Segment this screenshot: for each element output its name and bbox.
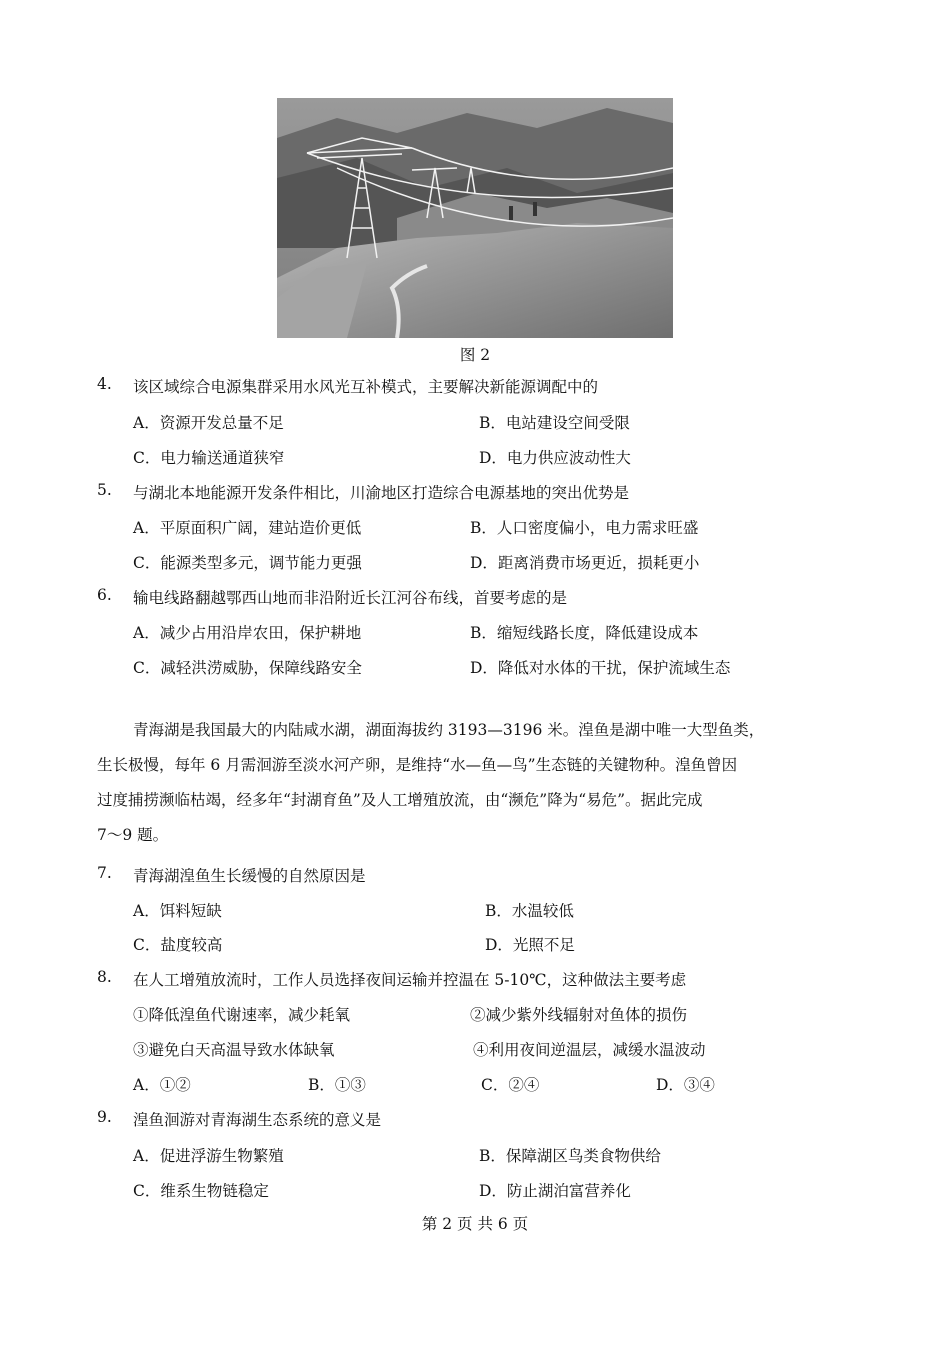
option-c: C．电力输送通道狭窄 — [133, 449, 285, 467]
question-text: 湟鱼洄游对青海湖生态系统的意义是 — [133, 1111, 382, 1129]
question-text: 该区域综合电源集群采用水风光互补模式，主要解决新能源调配中的 — [133, 378, 599, 396]
option-d: D．电力供应波动性大 — [479, 449, 631, 467]
option-c: C．减轻洪涝威胁，保障线路安全 — [133, 659, 362, 677]
option-d: D．光照不足 — [485, 936, 575, 954]
figure-caption: 图 2 — [459, 346, 491, 364]
statement-1: ①降低湟鱼代谢速率，减少耗氧 — [133, 1006, 351, 1024]
option-a: A．①② — [133, 1076, 191, 1094]
option-c: C．维系生物链稳定 — [133, 1182, 269, 1200]
question-text: 与湖北本地能源开发条件相比，川渝地区打造综合电源基地的突出优势是 — [133, 484, 630, 502]
option-a: A．平原面积广阔，建站造价更低 — [133, 519, 362, 537]
question-number: 6. — [97, 586, 112, 604]
figure-2-photo — [277, 98, 673, 338]
question-number: 5. — [97, 481, 112, 499]
statement-2: ②减少紫外线辐射对鱼体的损伤 — [470, 1006, 688, 1024]
option-a: A．饵料短缺 — [133, 902, 222, 920]
option-c: C．盐度较高 — [133, 936, 223, 954]
option-a: A．促进浮游生物繁殖 — [133, 1147, 284, 1165]
question-number: 9. — [97, 1108, 112, 1126]
option-a: A．减少占用沿岸农田，保护耕地 — [133, 624, 362, 642]
question-number: 7. — [97, 864, 112, 882]
option-b: B．电站建设空间受限 — [479, 414, 630, 432]
option-a: A．资源开发总量不足 — [133, 414, 284, 432]
statement-4: ④利用夜间逆温层，减缓水温波动 — [473, 1041, 706, 1059]
option-b: B．保障湖区鸟类食物供给 — [479, 1147, 661, 1165]
option-d: D．距离消费市场更近，损耗更小 — [470, 554, 700, 572]
option-d: D．③④ — [656, 1076, 715, 1094]
option-b: B．缩短线路长度，降低建设成本 — [470, 624, 699, 642]
option-b: B．水温较低 — [485, 902, 574, 920]
passage-line: 生长极慢，每年 6 月需洄游至淡水河产卵，是维持“水—鱼—鸟”生态链的关键物种。湟鱼曾因 — [97, 756, 738, 774]
passage-line: 7～9 题。 — [97, 826, 169, 844]
option-d: D．降低对水体的干扰，保护流域生态 — [470, 659, 731, 677]
passage-line: 青海湖是我国最大的内陆咸水湖，湖面海拔约 3193—3196 米。湟鱼是湖中唯一大型鱼类， — [133, 721, 765, 739]
option-b: B．人口密度偏小，电力需求旺盛 — [470, 519, 699, 537]
option-c: C．②④ — [481, 1076, 540, 1094]
question-text: 青海湖湟鱼生长缓慢的自然原因是 — [133, 867, 366, 885]
passage-line: 过度捕捞濒临枯竭，经多年“封湖育鱼”及人工增殖放流，由“濒危”降为“易危”。据此完成 — [97, 791, 703, 809]
page-footer: 第 2 页 共 6 页 — [421, 1215, 529, 1233]
option-b: B．①③ — [308, 1076, 366, 1094]
option-d: D．防止湖泊富营养化 — [479, 1182, 631, 1200]
question-text: 在人工增殖放流时，工作人员选择夜间运输并控温在 5-10℃，这种做法主要考虑 — [133, 971, 687, 989]
statement-3: ③避免白天高温导致水体缺氧 — [133, 1041, 335, 1059]
question-number: 4. — [97, 375, 112, 393]
option-c: C．能源类型多元，调节能力更强 — [133, 554, 362, 572]
question-text: 输电线路翻越鄂西山地而非沿附近长江河谷布线，首要考虑的是 — [133, 589, 568, 607]
question-number: 8. — [97, 968, 112, 986]
